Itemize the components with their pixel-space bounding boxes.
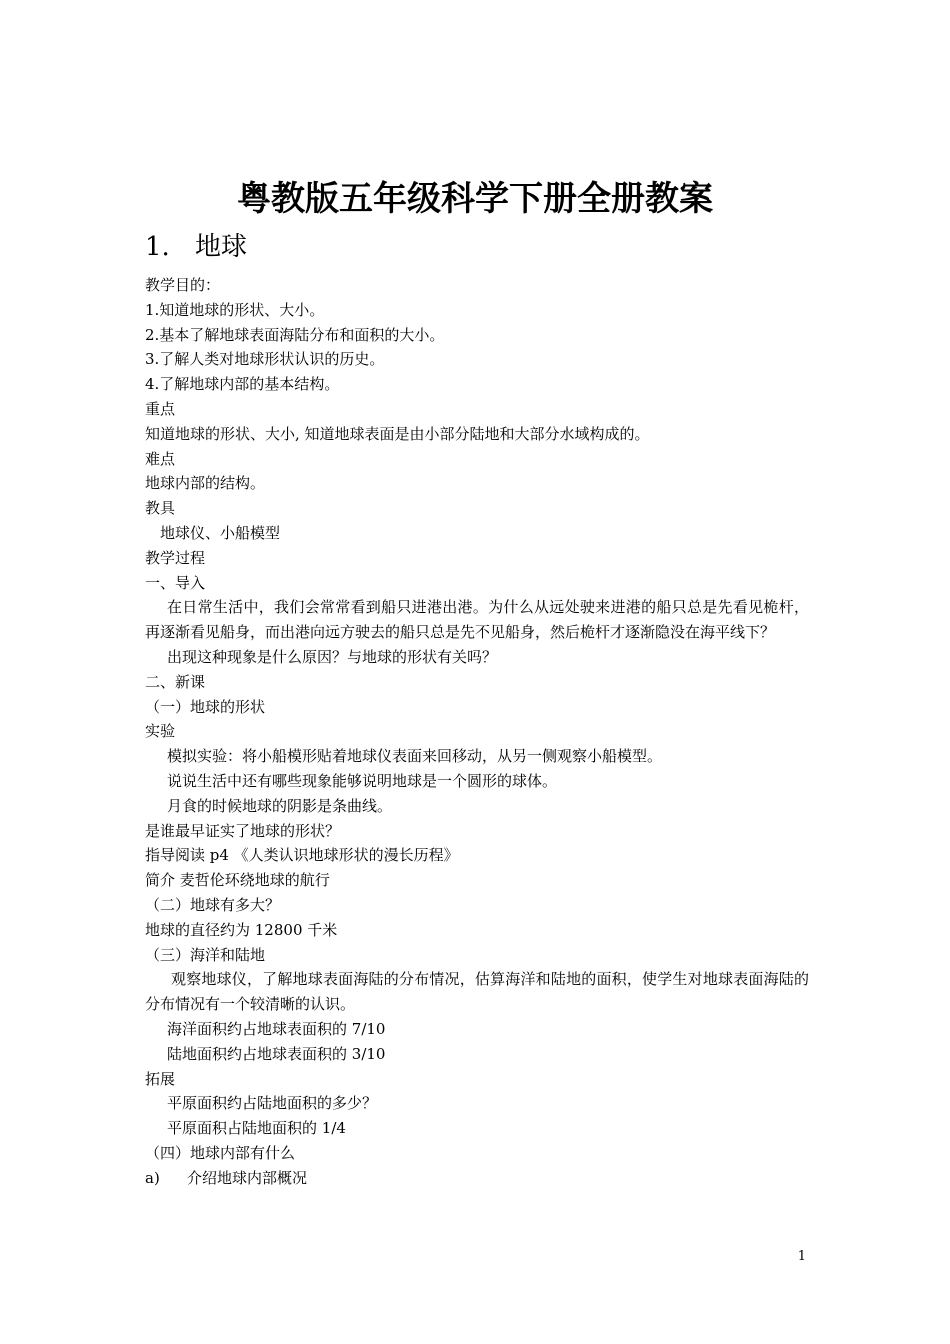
body-line: 模拟实验：将小船模形贴着地球仪表面来回移动，从另一侧观察小船模型。	[167, 747, 663, 766]
section-heading-text: 地球	[195, 232, 248, 262]
body-line: 海洋面积约占地球表面积的 7/10	[167, 1019, 386, 1038]
teaching-aids-text: 地球仪、小船模型	[160, 523, 281, 542]
list-item	[145, 1166, 809, 1191]
goal-item: 4.了解地球内部的基本结构。	[145, 375, 340, 394]
extension-label: 拓展	[145, 1069, 176, 1088]
body-line: 陆地面积约占地球表面积的 3/10	[167, 1044, 386, 1063]
goal-item: 3.了解人类对地球形状认识的历史。	[145, 350, 385, 369]
body-line: 是谁最早证实了地球的形状？	[145, 821, 341, 840]
body-line: 地球的直径约为 12800 千米	[145, 920, 338, 939]
intro-paragraph: 在日常生活中，我们会常常看到船只进港出港。为什么从远处驶来进港的船只总是先看见桅杆，再逐渐看见船身，而出港向远方驶去的船只总是先不见船身，然后桅杆才逐渐隐没在海平线下？	[145, 598, 809, 642]
body-line: 说说生活中还有哪些现象能够说明地球是一个圆形的球体。	[167, 771, 558, 790]
document-title: 粤教版五年级科学下册全册教案	[237, 179, 713, 219]
teaching-process-label: 教学过程	[145, 548, 206, 567]
page-number: 1	[797, 1249, 806, 1264]
document-body	[145, 273, 809, 1190]
intro-heading: 一、导入	[145, 573, 206, 592]
list-item-text: 介绍地球内部概况	[187, 1168, 308, 1187]
key-point-label: 重点	[145, 399, 176, 418]
section-heading	[145, 229, 247, 265]
subsection-heading: （二）地球有多大？	[145, 895, 281, 914]
teaching-goals-label: 教学目的：	[145, 276, 221, 294]
list-item-label: a)	[145, 1168, 160, 1187]
body-line: 月食的时候地球的阴影是条曲线。	[167, 796, 393, 815]
experiment-label: 实验	[145, 722, 176, 741]
subsection-heading: （三）海洋和陆地	[145, 945, 266, 964]
observation-paragraph: 观察地球仪，了解地球表面海陆的分布情况，估算海洋和陆地的面积，使学生对地球表面海陆的分布情况有一个较清晰的认识。	[145, 970, 809, 1014]
intro-question: 出现这种现象是什么原因？与地球的形状有关吗？	[167, 647, 498, 666]
goal-item: 2.基本了解地球表面海陆分布和面积的大小。	[145, 325, 445, 344]
teaching-aids-label: 教具	[145, 499, 176, 518]
body-line: 简介 麦哲伦环绕地球的航行	[145, 871, 330, 890]
body-line: 指导阅读 p4 《人类认识地球形状的漫长历程》	[145, 846, 459, 865]
goal-item: 1.知道地球的形状、大小。	[145, 300, 325, 319]
section-heading-number: 1.	[145, 232, 170, 262]
difficulty-text: 地球内部的结构。	[145, 474, 266, 493]
body-line: 平原面积占陆地面积的 1/4	[167, 1119, 346, 1138]
body-line: 平原面积约占陆地面积的多少？	[167, 1094, 378, 1113]
subsection-heading: （四）地球内部有什么	[145, 1143, 296, 1162]
key-point-text: 知道地球的形状、大小, 知道地球表面是由小部分陆地和大部分水域构成的。	[145, 424, 650, 443]
new-lesson-heading: 二、新课	[145, 672, 206, 691]
subsection-heading: （一）地球的形状	[145, 697, 266, 716]
difficulty-label: 难点	[145, 449, 176, 468]
